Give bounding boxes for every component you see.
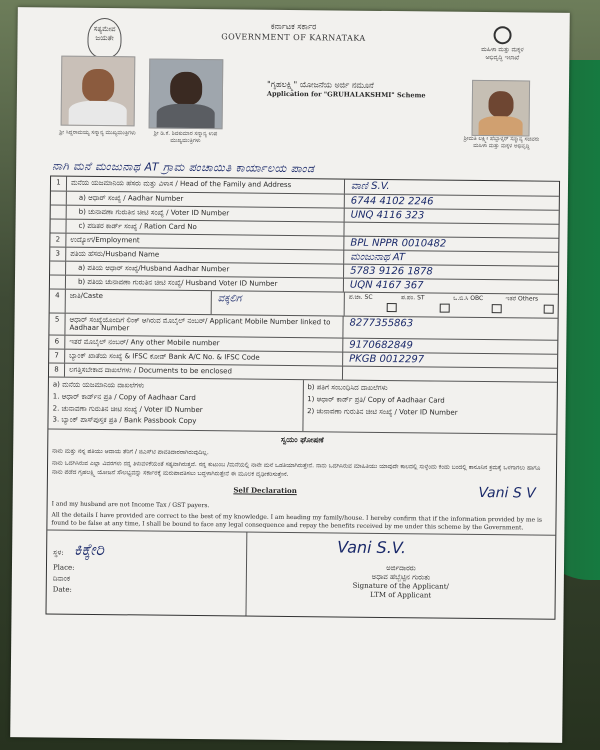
row-label: ಪತಿಯ ಹೆಸರು/Husband Name [66, 248, 344, 264]
row-label: a) ಪತಿಯ ಆಧಾರ್ ಸಂಖ್ಯೆ/Husband Aadhar Number [66, 262, 344, 278]
applicant-signature: Vani S.V. [337, 537, 407, 558]
emblem-text: ಸತ್ಯಮೇವ ಜಯತೇ [93, 24, 116, 43]
declaration-signature: Vani S V [478, 484, 536, 502]
doc-item: 3. ಬ್ಯಾಂಕ್ ಪಾಸ್‌ಪುಸ್ತಕ ಪ್ರತಿ / Bank Passbook Copy [52, 415, 197, 426]
caste-option-label: ಇತರೆ Others [505, 295, 539, 303]
row-label: ಉದ್ಯೋಗ/Employment [66, 234, 344, 250]
row-label: b) ಪತಿಯ ಚುನಾವಣಾ ಗುರುತಿನ ಚೀಟಿ ಸಂಖ್ಯೆ/ Husband Voter ID Number [66, 276, 344, 292]
row-label: ಜಾತಿ/Caste [66, 290, 212, 315]
mobile-value[interactable]: 8277355863 [349, 317, 414, 330]
place-date-box [46, 530, 247, 615]
doc-item: 2. ಚುನಾವಣಾ ಗುರುತಿನ ಚೀಟಿ ಸಂಖ್ಯೆ / Voter ID Number [52, 404, 203, 414]
application-title-kannada: "ಗೃಹಲಕ್ಷ್ಮಿ" ಯೋಜನೆಯ ಅರ್ಜಿ ನಮೂನೆ [266, 79, 374, 90]
row-number [50, 219, 66, 232]
caste-option-label: ಪ.ಪಂ. ST [401, 294, 425, 302]
photo3-caption: ಶ್ರೀಮತಿ ಲಕ್ಷ್ಮೀ ಹೆಬ್ಬಾಳ್ಕರ್ ಸನ್ಮಾನ್ಯ ಸಚಿವರು ಮಹಿಳಾ ಮತ್ತು ಮಕ್ಕಳ ಅಭಿವೃದ್ಧಿ [463, 135, 540, 150]
checkbox[interactable] [439, 303, 449, 312]
applicant-label-en: Signature of the Applicant/ [352, 581, 449, 591]
row-number: 8 [49, 363, 65, 376]
applicant-label-en2: LTM of Applicant [370, 591, 432, 600]
husband-name-value[interactable]: ಮಂಜುನಾಥ AT [350, 251, 406, 264]
place-row [53, 537, 240, 565]
row-label: c) ಪಡಿತರ ಕಾರ್ಡ್ ಸಂಖ್ಯೆ / Ration Card No [66, 220, 344, 236]
row-label: ಬ್ಯಾಂಕ್ ಖಾತೆಯ ಸಂಖ್ಯೆ & IFSC ಕೋಡ್ Bank A/C No. & IFSC Code [65, 349, 343, 365]
row-number: 7 [49, 349, 65, 362]
handwritten-top-line: ನಾಗಿ ಮನೆ ಮಂಜುನಾಥ AT ಗ್ರಾಮ ಪಂಚಾಯಿತಿ ಕಾರ್ಯಾಲಯ ಪಾಂಡ [52, 159, 315, 176]
applicant-label-kn2: ಅಧಾವ ಹೆಬ್ಬೆಟ್ಟಿನ ಗುರುತು [371, 572, 431, 582]
photo1-caption: ಶ್ರೀ ಸಿದ್ದರಾಮಯ್ಯ ಸನ್ಮಾನ್ಯ ಮುಖ್ಯಮಂತ್ರಿಗಳು [59, 129, 136, 137]
husband-docs-title: b) ಪತಿಗೆ ಸಂಬಂಧಿಸಿದ ದಾಖಲೆಗಳು [307, 382, 388, 392]
bank-ifsc-value[interactable]: PKGB 0012297 [349, 353, 425, 366]
cm-photo [61, 56, 136, 127]
aadhar-value[interactable]: 6744 4102 2246 [350, 195, 434, 208]
caste-option-obc[interactable] [453, 296, 501, 316]
voter-id-value[interactable]: UNQ 4116 323 [350, 209, 425, 222]
caste-option-st[interactable] [401, 295, 449, 315]
documents-section [48, 376, 557, 434]
place-label-kn: ಸ್ಥಳ: [53, 548, 64, 557]
row-number: 2 [50, 233, 66, 246]
checkbox[interactable] [387, 303, 397, 312]
minister-photo [472, 80, 531, 137]
dcm-photo [149, 59, 224, 130]
row-label: b) ಚುನಾವಣಾ ಗುರುತಿನ ಚೀಟಿ ಸಂಖ್ಯೆ / Voter ID Number [67, 206, 345, 222]
row-number: 4 [50, 289, 66, 312]
row-number [50, 275, 66, 288]
declaration-title-english: Self Declaration [233, 485, 297, 496]
applicant-label-kn: ಅರ್ಜಿದಾರರು [386, 564, 416, 573]
form-grid [45, 175, 560, 619]
head-name-value[interactable]: ವಾಣಿ S.V. [350, 180, 390, 193]
husband-documents [303, 380, 557, 434]
row-label: ಆಧಾರ್ ಸಂಖ್ಯೆಯೊಂದಿಗೆ ಲಿಂಕ್ ಆಗಿರುವ ಮೊಬೈಲ್ ನಂಬರ್/ Applicant Mobile Number linked to Aadhaar Number [65, 314, 343, 338]
row-number [50, 261, 66, 274]
gov-title-english: GOVERNMENT OF KARNATAKA [221, 32, 366, 43]
caste-option-label: ಒ.ಬಿ.ಸಿ OBC [453, 294, 484, 303]
caste-option-sc[interactable] [349, 295, 397, 315]
row-label: ಲಗತ್ತಿಸಬೇಕಾದ ದಾಖಲೆಗಳು / Documents to be enclosed [65, 363, 343, 379]
row-label: ಇತರೆ ಮೊಬೈಲ್ ನಂಬರ್/ Any other Mobile number [65, 335, 343, 351]
declaration-line2-english: All the details I have provided are correct to the best of my knowledge. I am heading my family/house. I hereby confirm that if the information provided by me is found to be false at any time, I shall be bound to face any legal consequence and repay the benefits received by me under this scheme by the Government. [51, 511, 543, 532]
row-number: 6 [49, 335, 65, 348]
documents-value [343, 366, 557, 381]
declaration-line1-kannada: ನಾನು ಮತ್ತು ನನ್ನ ಪತಿಯು ಆದಾಯ ತೆರಿಗೆ / ಜಿಎಸ್‌ಟಿ ಪಾವತಿದಾರರಾಗಿರುವುದಿಲ್ಲ. [52, 447, 209, 457]
doc-item: 2) ಚುನಾವಣಾ ಗುರುತಿನ ಚೀಟಿ ಸಂಖ್ಯೆ / Voter ID Number [307, 406, 458, 417]
employment-value[interactable]: BPL NPPR 0010482 [350, 237, 447, 250]
caste-option-label: ಪ.ಜಾ. SC [348, 293, 373, 301]
wife-documents [48, 377, 303, 431]
date-label-en[interactable]: Date: [52, 585, 72, 594]
photo2-caption: ಶ್ರೀ ಡಿ.ಕೆ. ಶಿವಕುಮಾರ ಸನ್ಮಾನ್ಯ ಉಪ ಮುಖ್ಯಮಂತ್ರಿಗಳು [153, 130, 218, 144]
caste-options [344, 293, 558, 318]
application-title-english: Application for "GRUHALAKSHMI" Scheme [266, 89, 426, 100]
application-form [10, 7, 570, 743]
row-number: 3 [50, 247, 66, 260]
row-number: 5 [49, 313, 65, 334]
caste-option-others[interactable] [505, 296, 553, 316]
row-label: ಮನೆಯ ಯಜಮಾನಿಯ ಹೆಸರು ಮತ್ತು ವಿಳಾಸ / Head of the Family and Address [67, 177, 345, 194]
place-value[interactable]: ಕಿಕ್ಕೇರಿ [73, 539, 104, 560]
form-header [16, 7, 570, 163]
checkbox[interactable] [491, 304, 501, 313]
row-label: a) ಆಧಾರ್ ಸಂಖ್ಯೆ / Aadhar Number [67, 192, 345, 208]
department-logo-icon [493, 26, 511, 44]
gov-title-kannada: ಕರ್ನಾಟಕ ಸರ್ಕಾರ [270, 21, 317, 32]
applicant-signature-box [246, 533, 555, 619]
row-number: 1 [51, 176, 67, 190]
logo-right-text: ಮಹಿಳಾ ಮತ್ತು ಮಕ್ಕಳ ಅಭಿವೃದ್ಧಿ ಇಲಾಖೆ [481, 45, 524, 62]
wife-docs-title: a) ಮನೆಯ ಯಜಮಾನಿಯ ದಾಖಲೆಗಳು [52, 380, 145, 390]
caste-value[interactable]: ವಕ್ಕಲಿಗ [217, 293, 242, 305]
declaration-line2-kannada: ನಾನು ಒದಗಿಸಿರುವ ಎಲ್ಲಾ ವಿವರಗಳು ನನ್ನ ತಿಳುವಳಿಕೆಯಂತೆ ಸತ್ಯವಾಗಿರುತ್ತವೆ. ನನ್ನ ಕುಟುಂಬ /ಮನೆಯಲ್ಲಿ ನಾನೇ ಮನೆ ಒಡತಿಯಾಗಿರುತ್ತೇನೆ. ನಾನು ಒದಗಿಸಿರುವ ಮಾಹಿತಿಯು ಯಾವುದೇ ಕಾಲದಲ್ಲಿ ಸುಳ್ಳೆಂದು ಕಂಡು ಬಂದಲ್ಲಿ ಕಾನೂನಿನ ಕ್ರಮಕ್ಕೆ ಒಳಗಾಗಲು ಹಾಗೂ ನಾನು ಪಡೆದ ಗೃಹಲಕ್ಷ್ಮಿ ಯೋಜನೆ ಸೌಲಭ್ಯವನ್ನು ಸರ್ಕಾರಕ್ಕೆ ಮರುಪಾವತಿಸಲು ಬದ್ಧಳಾಗಿರುತ್ತೇನೆ ಈ ಮೂಲಕ ದೃಢೀಕರಿಸುತ್ತೇನೆ. [51, 459, 541, 478]
signoff-section [46, 529, 555, 618]
declaration-line1-english: I and my husband are not Income Tax / GST payers. [51, 500, 210, 509]
row-number [51, 205, 67, 218]
date-label-kn: ದಿನಾಂಕ [52, 574, 71, 583]
doc-item: 1) ಆಧಾರ್ ಕಾರ್ಡ್ ಪ್ರತಿ/ Copy of Aadhaar Card [307, 394, 445, 405]
ration-card-value[interactable] [344, 223, 558, 238]
department-logo [475, 26, 529, 67]
row-number [51, 191, 67, 204]
husband-aadhar-value[interactable]: 5783 9126 1878 [350, 265, 433, 278]
declaration-title-kannada: ಸ್ವಯಂ ಘೋಷಣೆ [48, 429, 556, 451]
husband-voter-id-value[interactable]: UQN 4167 367 [349, 279, 424, 292]
checkbox[interactable] [544, 304, 554, 313]
place-label-en: Place: [52, 563, 75, 572]
other-mobile-value[interactable]: 9170682849 [349, 339, 413, 352]
doc-item: 1. ಆಧಾರ್ ಕಾರ್ಡ್‌ನ ಪ್ರತಿ / Copy of Aadhaar Card [52, 392, 196, 402]
